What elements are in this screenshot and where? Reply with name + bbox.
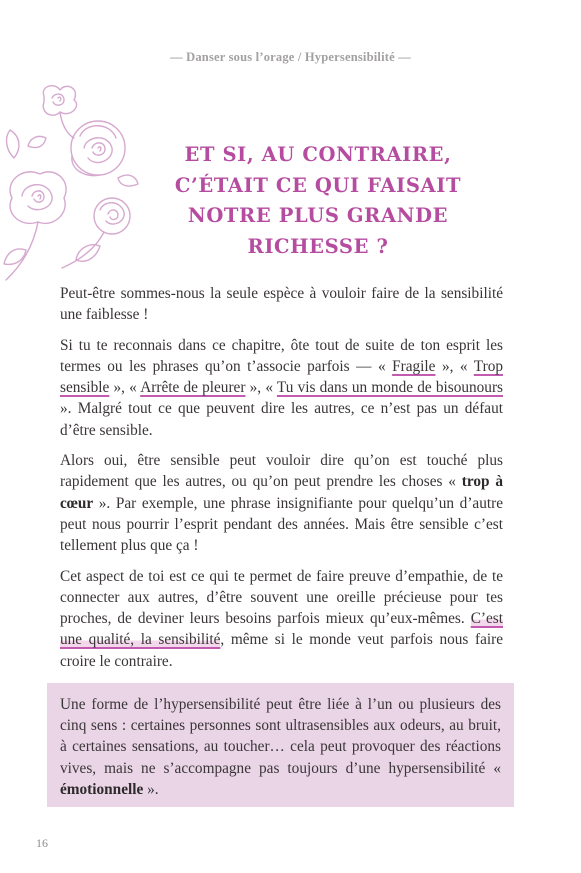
paragraph-labels: Si tu te reconnais dans ce chapitre, ôte tout de suite de ton esprit les termes ou les phrases qu’on t’associe parfois — « Fragile », « Trop sensible », « Arrête de pleurer », « Tu vis dans un monde de bisounours ». Malgré tout ce que peuvent dire les autres, ce n’est pas un défaut d’être sensible.: [60, 336, 503, 439]
paragraph-intro: Peut-être sommes-nous la seule espèce à vouloir faire de la sensibilité une faiblesse !: [60, 285, 503, 324]
title-line: RICHESSE ?: [247, 234, 389, 258]
callout-box: [47, 683, 514, 807]
paragraph-sensitivity: Alors oui, être sensible peut vouloir dire qu’on est touché plus rapidement que les autres, ou qu’on peut prendre les choses « trop à cœur ». Par exemple, une phrase insignifiante pour quelqu’un d’autre peut nous pourrir l’esprit pendant des années. Mais être sensible c’est tellement plus que ça !: [60, 452, 503, 555]
running-head: — Danser sous l’orage / Hypersensibilité —: [170, 50, 411, 64]
highlighted-phrase: C’est une qualité, la sensibilité: [60, 610, 503, 649]
bold-phrase: trop à cœur: [60, 473, 503, 512]
underlined-phrase: Fragile: [392, 357, 436, 375]
paragraph-quality: Cet aspect de toi est ce qui te permet de faire preuve d’empathie, de te connecter aux autres, d’être souvent une oreille précieuse pour tes proches, de deviner leurs besoins parfois mieux qu’eux-mêmes. C’est une qualité, la sensibilité, même si le monde veut parfois nous faire croire le contraire.: [60, 567, 503, 670]
underlined-phrase: Trop sensible: [60, 357, 503, 397]
section-title: [118, 140, 518, 262]
title-line: ET SI, AU CONTRAIRE,: [184, 143, 452, 166]
title-line: NOTRE PLUS GRANDE: [187, 204, 449, 227]
title-line: C’ÉTAIT CE QUI FAISAIT: [174, 173, 462, 197]
callout-text: Une forme de l’hypersensibilité peut être liée à l’un ou plusieurs des cinq sens : certaines personnes sont ultrasensibles aux odeurs, au bruit, à certaines sensations, au toucher… cela peut provoquer des réactions vives, mais ne s’accompagne pas toujours d’une hypersensibilité « émotionnelle ».: [60, 696, 501, 798]
page-number: 16: [36, 836, 48, 850]
underlined-phrase: Tu vis dans un monde de bisounours: [276, 379, 503, 397]
body-text: [60, 283, 503, 681]
underlined-phrase: Arrête de pleurer: [140, 379, 246, 397]
bold-phrase: émotionnelle: [60, 780, 144, 798]
